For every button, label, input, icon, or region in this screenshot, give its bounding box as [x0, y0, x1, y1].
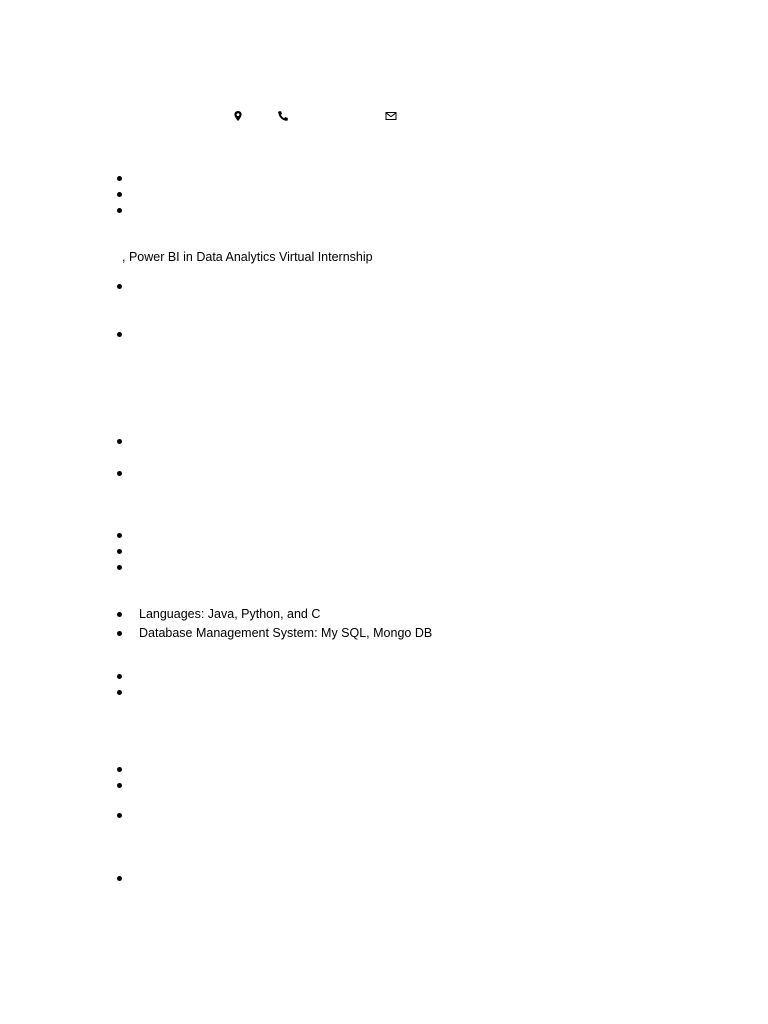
list-bullet [117, 332, 122, 337]
list-bullet [117, 549, 122, 554]
list-bullet [117, 674, 122, 679]
list-bullet [117, 439, 122, 444]
list-bullet [117, 565, 122, 570]
list-bullet [117, 690, 122, 695]
list-bullet [117, 192, 122, 197]
list-bullet [117, 471, 122, 476]
skill-languages: Languages: Java, Python, and C [139, 607, 321, 621]
list-bullet [117, 533, 122, 538]
list-bullet [117, 783, 122, 788]
phone-icon [277, 110, 289, 122]
list-bullet [117, 176, 122, 181]
list-bullet [117, 208, 122, 213]
list-bullet [117, 284, 122, 289]
list-bullet [117, 612, 122, 617]
envelope-icon [385, 110, 397, 122]
skill-dbms: Database Management System: My SQL, Mongo DB [139, 626, 433, 640]
list-bullet [117, 876, 122, 881]
list-bullet [117, 767, 122, 772]
internship-title: , Power BI in Data Analytics Virtual Internship [122, 250, 373, 264]
list-bullet [117, 631, 122, 636]
location-pin-icon [232, 110, 244, 122]
list-bullet [117, 813, 122, 818]
